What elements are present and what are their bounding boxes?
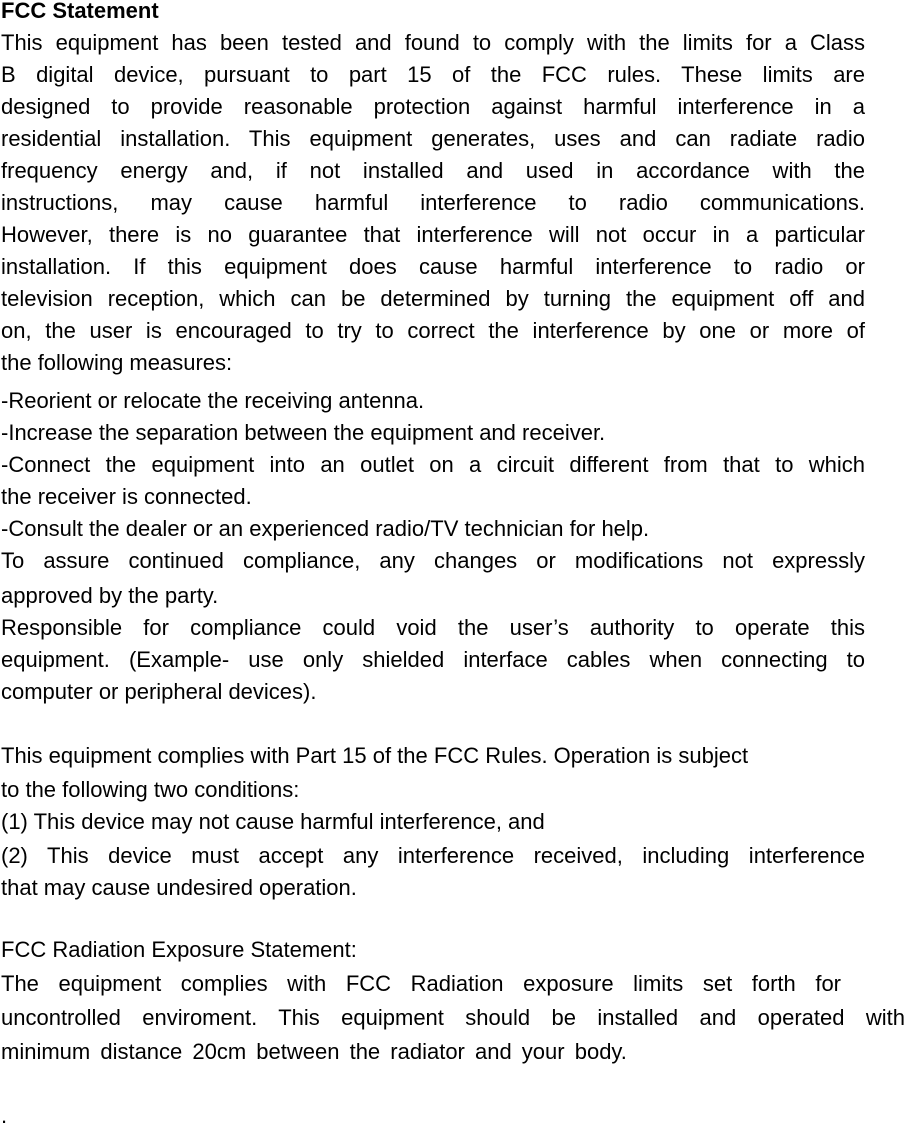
measure-line-4: the receiver is connected. [1,484,252,509]
compliance-line-4: equipment. (Example- use only shielded interface cables when connecting to [1,647,865,672]
part15-line-1: This equipment complies with Part 15 of the FCC Rules. Operation is subject [1,743,749,768]
fcc-paragraph-line-8: installation. If this equipment does cause harmful interference to radio or [1,254,865,279]
measure-line-3: -Connect the equipment into an outlet on a circuit different from that to which [1,452,865,477]
part15-line-3: (1) This device may not cause harmful interference, and [1,809,545,834]
fcc-paragraph-line-6: instructions, may cause harmful interference to radio communications. [1,190,865,215]
fcc-paragraph-line-3: designed to provide reasonable protection against harmful interference in a [1,94,865,119]
fcc-paragraph-line-1: This equipment has been tested and found to comply with the limits for a Class [1,30,865,55]
radiation-heading: FCC Radiation Exposure Statement: [1,937,357,962]
fcc-paragraph-line-5: frequency energy and, if not installed and used in accordance with the [1,158,865,183]
trailing-period: . [1,1103,8,1128]
measure-line-2: -Increase the separation between the equipment and receiver. [1,420,606,445]
compliance-line-5: computer or peripheral devices). [1,679,317,704]
part15-line-4: (2) This device must accept any interference received, including interference [1,843,865,868]
fcc-paragraph-line-11: the following measures: [1,350,233,375]
part15-line-5: that may cause undesired operation. [1,875,357,900]
fcc-paragraph-line-7: However, there is no guarantee that interference will not occur in a particular [1,222,865,247]
compliance-line-3: Responsible for compliance could void the user’s authority to operate this [1,615,865,640]
radiation-line-1: The equipment complies with FCC Radiation exposure limits set forth for [1,971,841,996]
document-title: FCC Statement [1,0,159,23]
fcc-paragraph-line-2: B digital device, pursuant to part 15 of the FCC rules. These limits are [1,62,865,87]
measure-line-1: -Reorient or relocate the receiving antenna. [1,388,425,413]
fcc-paragraph-line-10: on, the user is encouraged to try to correct the interference by one or more of [1,318,865,343]
radiation-line-2: uncontrolled enviroment. This equipment should be installed and operated with [1,1005,905,1030]
compliance-line-1: To assure continued compliance, any changes or modifications not expressly [1,548,865,573]
measure-line-5: -Consult the dealer or an experienced radio/TV technician for help. [1,516,650,541]
part15-line-2: to the following two conditions: [1,777,300,802]
radiation-line-3: minimum distance 20cm between the radiator and your body. [1,1039,627,1064]
compliance-line-2: approved by the party. [1,583,219,608]
fcc-paragraph-line-4: residential installation. This equipment generates, uses and can radiate radio [1,126,865,151]
fcc-paragraph-line-9: television reception, which can be determined by turning the equipment off and [1,286,865,311]
